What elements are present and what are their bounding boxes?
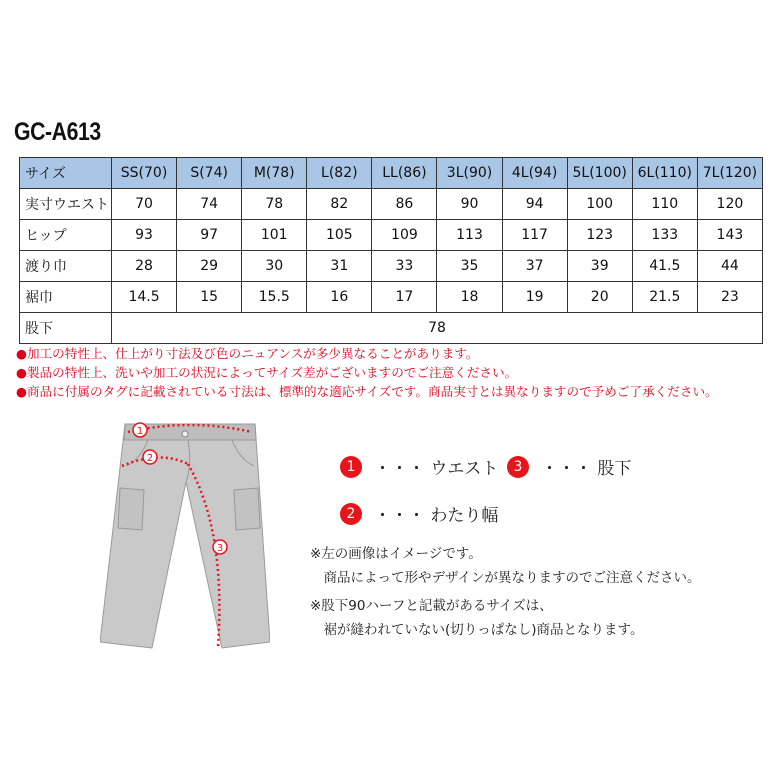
table-cell: 94 xyxy=(502,189,567,220)
table-cell: 120 xyxy=(697,189,762,220)
table-cell: 100 xyxy=(567,189,632,220)
table-cell: 19 xyxy=(502,282,567,313)
marker-1-label: 1 xyxy=(136,426,144,437)
header-cell: 7L(120) xyxy=(697,158,762,189)
table-cell: 18 xyxy=(437,282,502,313)
row-label: 渡り巾 xyxy=(20,251,112,282)
header-cell: S(74) xyxy=(177,158,242,189)
table-row xyxy=(20,282,763,313)
table-cell: 133 xyxy=(632,220,697,251)
header-cell: 6L(110) xyxy=(632,158,697,189)
legend-inseam xyxy=(507,454,631,479)
table-cell: 31 xyxy=(307,251,372,282)
marker-2-label: 2 xyxy=(146,453,154,464)
table-cell: 101 xyxy=(242,220,307,251)
table-cell: 97 xyxy=(177,220,242,251)
table-cell: 82 xyxy=(307,189,372,220)
table-cell: 78 xyxy=(242,189,307,220)
table-cell: 90 xyxy=(437,189,502,220)
pants-diagram xyxy=(100,420,270,652)
table-cell: 143 xyxy=(697,220,762,251)
marker-3 xyxy=(213,540,227,554)
table-cell: 15 xyxy=(177,282,242,313)
notes-block xyxy=(16,344,718,402)
marker-1 xyxy=(133,423,147,437)
marker-2 xyxy=(143,450,157,464)
remark-image xyxy=(310,542,701,590)
table-cell: 14.5 xyxy=(112,282,177,313)
table-cell: 109 xyxy=(372,220,437,251)
table-cell: 93 xyxy=(112,220,177,251)
remark-line: ※股下90ハーフと記載があるサイズは、 xyxy=(310,598,553,614)
table-cell: 17 xyxy=(372,282,437,313)
model-number: GC-A613 xyxy=(14,118,101,146)
header-cell: 5L(100) xyxy=(567,158,632,189)
table-row xyxy=(20,189,763,220)
table-cell: 23 xyxy=(697,282,762,313)
table-cell: 16 xyxy=(307,282,372,313)
row-label: 実寸ウエスト xyxy=(20,189,112,220)
table-cell: 86 xyxy=(372,189,437,220)
table-cell: 29 xyxy=(177,251,242,282)
remark-line: 商品によって形やデザインが異なりますのでご注意ください。 xyxy=(310,570,701,586)
header-cell: SS(70) xyxy=(112,158,177,189)
row-label: 股下 xyxy=(20,313,112,344)
table-cell: 35 xyxy=(437,251,502,282)
legend-thigh xyxy=(340,501,498,526)
note-line: ●製品の特性上、洗いや加工の状況によってサイズ差がございますのでご注意ください。 xyxy=(16,365,518,381)
legend-text: ・・・ ウエスト xyxy=(374,459,499,479)
table-cell: 44 xyxy=(697,251,762,282)
table-cell: 28 xyxy=(112,251,177,282)
badge-2: 2 xyxy=(340,503,362,525)
size-chart-table xyxy=(19,157,763,344)
table-cell: 15.5 xyxy=(242,282,307,313)
inseam-value: 78 xyxy=(112,313,763,344)
remark-line: ※左の画像はイメージです。 xyxy=(310,546,482,562)
legend-waist xyxy=(340,454,498,479)
table-cell: 21.5 xyxy=(632,282,697,313)
table-cell: 105 xyxy=(307,220,372,251)
table-cell: 33 xyxy=(372,251,437,282)
table-cell: 20 xyxy=(567,282,632,313)
table-cell: 74 xyxy=(177,189,242,220)
table-cell: 39 xyxy=(567,251,632,282)
marker-3-label: 3 xyxy=(216,543,224,554)
remark-line: 裾が縫われていない(切りっぱなし)商品となります。 xyxy=(310,622,644,638)
header-cell: 3L(90) xyxy=(437,158,502,189)
table-cell: 113 xyxy=(437,220,502,251)
note-line: ●商品に付属のタグに記載されている寸法は、標準的な適応サイズです。商品実寸とは異なりますので予めご了承ください。 xyxy=(16,384,718,400)
legend-text: ・・・ わたり幅 xyxy=(374,506,499,526)
table-cell: 117 xyxy=(502,220,567,251)
badge-1: 1 xyxy=(340,456,362,478)
legend-text: ・・・ 股下 xyxy=(541,459,632,479)
pants-shape xyxy=(100,424,270,648)
header-cell: 4L(94) xyxy=(502,158,567,189)
table-row-inseam xyxy=(20,313,763,344)
header-cell: サイズ xyxy=(20,158,112,189)
table-cell: 123 xyxy=(567,220,632,251)
button-icon xyxy=(182,431,188,437)
table-row xyxy=(20,220,763,251)
row-label: ヒップ xyxy=(20,220,112,251)
header-cell: LL(86) xyxy=(372,158,437,189)
row-label: 裾巾 xyxy=(20,282,112,313)
table-cell: 70 xyxy=(112,189,177,220)
note-line: ●加工の特性上、仕上がり寸法及び色のニュアンスが多少異なることがあります。 xyxy=(16,346,479,361)
cargo-pocket-left xyxy=(118,488,144,530)
table-row xyxy=(20,251,763,282)
badge-3: 3 xyxy=(507,456,529,478)
table-cell: 37 xyxy=(502,251,567,282)
table-header-row xyxy=(20,158,763,189)
remark-inseam90 xyxy=(310,594,643,642)
header-cell: L(82) xyxy=(307,158,372,189)
header-cell: M(78) xyxy=(242,158,307,189)
table-cell: 110 xyxy=(632,189,697,220)
table-cell: 41.5 xyxy=(632,251,697,282)
table-cell: 30 xyxy=(242,251,307,282)
cargo-pocket-right xyxy=(234,488,260,530)
